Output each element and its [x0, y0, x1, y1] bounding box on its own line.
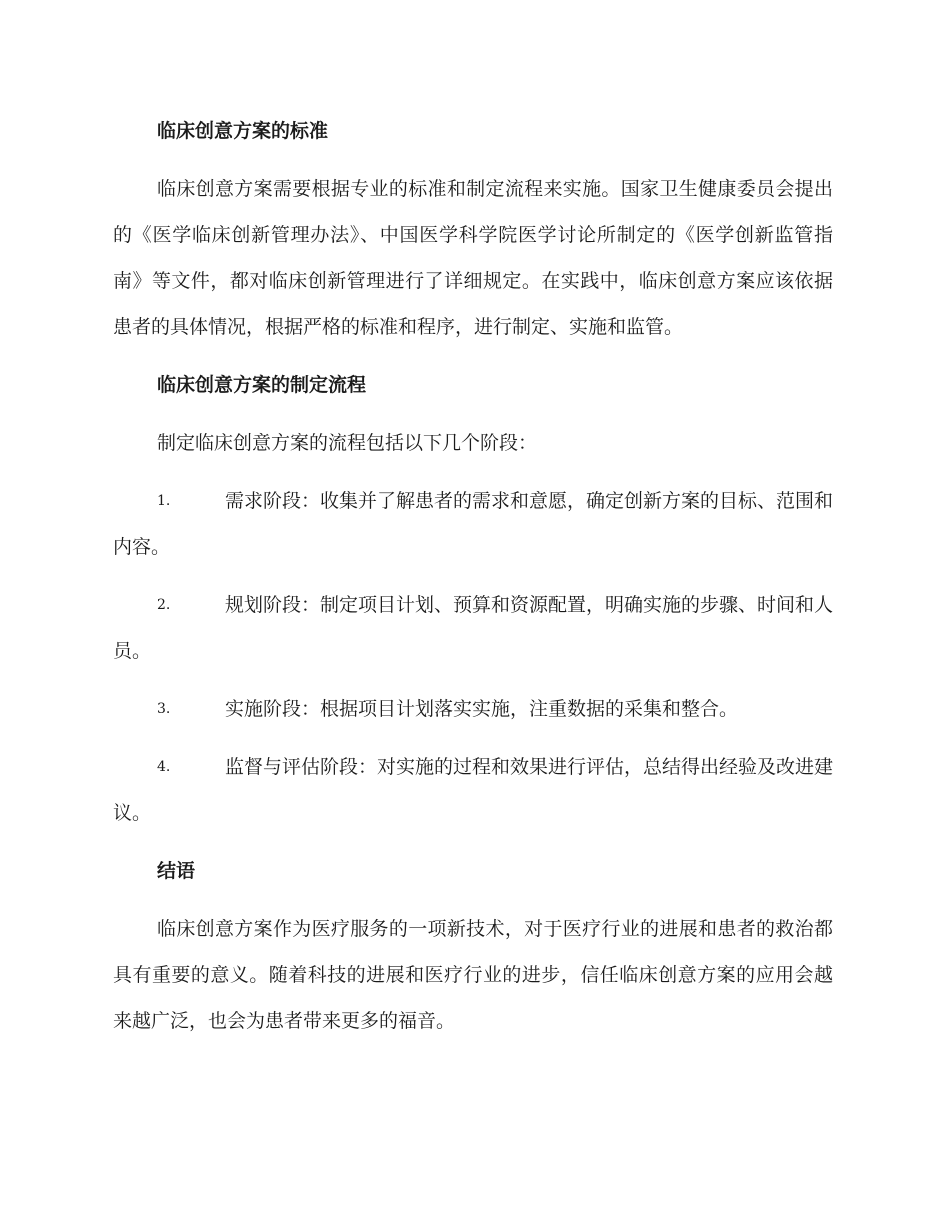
list-number: 3. — [157, 701, 171, 717]
list-text: 监督与评估阶段：对实施的过程和效果进行评估，总结得出经验及改进建议。 — [113, 756, 834, 824]
conclusion-paragraph: 临床创意方案作为医疗服务的一项新技术，对于医疗行业的进展和患者的救治都具有重要的意义。随着科技的进展和医疗行业的进步，信任临床创意方案的应用会越来越广泛，也会为患者带来更多的福音。 — [113, 918, 833, 1032]
section-heading-standard: 临床创意方案的标准 — [157, 120, 329, 142]
section-heading-conclusion: 结语 — [157, 860, 196, 882]
process-intro: 制定临床创意方案的流程包括以下几个阶段： — [157, 432, 538, 454]
list-number: 1. — [157, 493, 171, 509]
document-body — [113, 108, 833, 1044]
list-text: 实施阶段：根据项目计划落实实施，注重数据的采集和整合。 — [225, 698, 739, 720]
list-text: 规划阶段：制定项目计划、预算和资源配置，明确实施的步骤、时间和人员。 — [113, 594, 834, 662]
list-item — [113, 478, 833, 570]
section-heading-process: 临床创意方案的制定流程 — [157, 374, 367, 396]
list-text: 需求阶段：收集并了解患者的需求和意愿，确定创新方案的目标、范围和内容。 — [113, 490, 834, 558]
standard-paragraph: 临床创意方案需要根据专业的标准和制定流程来实施。国家卫生健康委员会提出的《医学临床创新管理办法》、中国医学科学院医学讨论所制定的《医学创新监管指南》等文件，都对临床创新管理进行了详细规定。在实践中，临床创意方案应该依据患者的具体情况，根据严格的标准和程序，进行制定、实施和监管。 — [113, 178, 833, 338]
list-number: 2. — [157, 597, 171, 613]
list-item — [113, 744, 833, 836]
list-item — [113, 686, 833, 732]
list-item — [113, 582, 833, 674]
list-number: 4. — [157, 759, 171, 775]
